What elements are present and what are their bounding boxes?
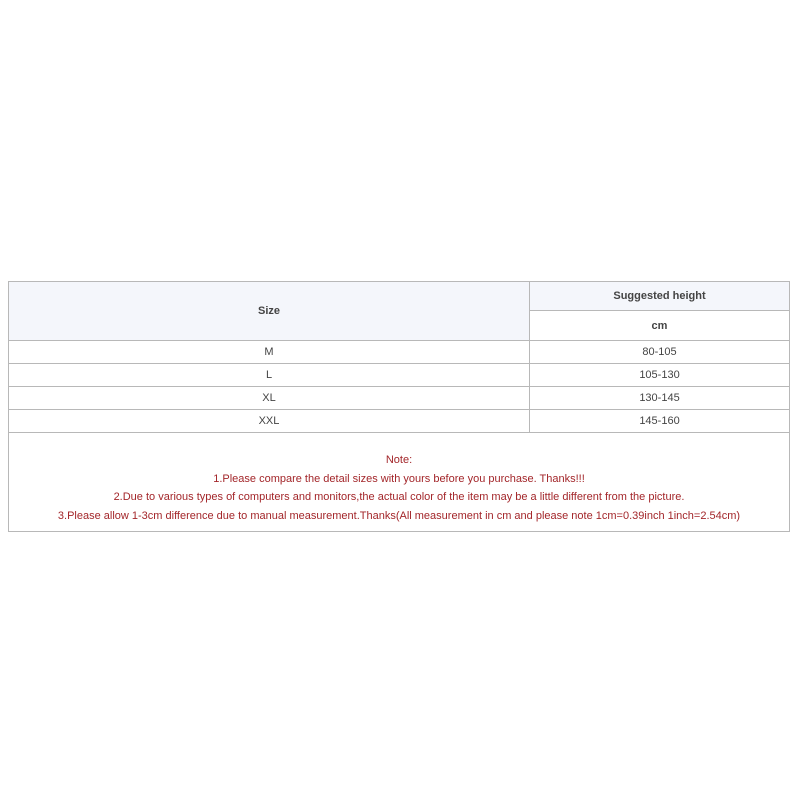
note-line: 3.Please allow 1-3cm difference due to manual measurement.Thanks(All measurement in cm and please note 1cm=0.39inch 1inch=2.54cm) (57, 509, 741, 522)
size-cell: M (9, 341, 530, 363)
unit-header: cm (530, 311, 789, 340)
height-cell: 145-160 (639, 415, 680, 427)
size-column-header: Size (9, 282, 530, 340)
size-cell: L (9, 364, 530, 386)
size-cell: XXL (9, 410, 530, 432)
height-cell: 80-105 (642, 346, 677, 358)
size-chart (8, 281, 790, 532)
height-cell: 105-130 (639, 369, 680, 381)
notes-section (9, 433, 789, 531)
size-cell: XL (9, 387, 530, 409)
table-row (9, 364, 789, 387)
suggested-height-header: Suggested height (530, 282, 789, 311)
note-line: 1.Please compare the detail sizes with yours before you purchase. Thanks!!! (213, 472, 585, 485)
size-chart-header (9, 282, 789, 341)
notes-title: Note: (385, 454, 413, 466)
note-line: 2.Due to various types of computers and monitors,the actual color of the item may be a little different from the picture. (113, 491, 685, 503)
table-row (9, 341, 789, 364)
table-row (9, 387, 789, 410)
height-column-header-group (530, 282, 789, 340)
table-row (9, 410, 789, 433)
height-cell: 130-145 (639, 392, 680, 404)
